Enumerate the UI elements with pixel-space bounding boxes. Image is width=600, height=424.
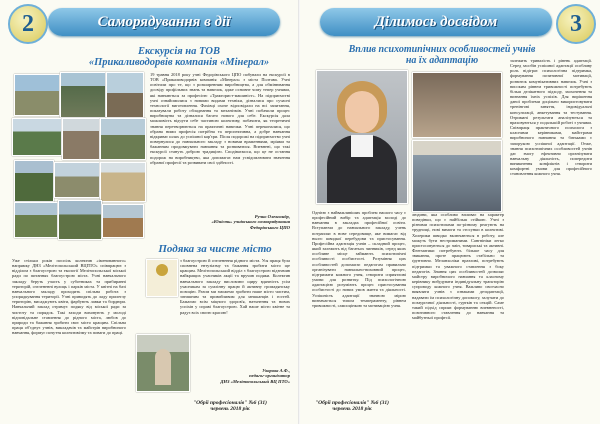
signature-role: педагог-організатор <box>249 373 290 379</box>
article-heading <box>70 46 288 68</box>
article2-body-column1: Уже стільки років поспіль колектив «іменованного» напрямку ДНЗ «Мелітопольський ВЦПТО» співпрацює з відділом з благоустрою та екології Мелітопольської міської ради по питаннях благоустрою міста. Учні навчального закладу беруть участь у суботниках та прибиранні територій, озелененні вулиць і парків міста. У квітні на базі навчального закладу проходить спільна робота з упорядкування території. Учні приводять до ладу прилеглу територію, висаджують квіти, фарбують лавки та бордюри. Навчальний заклад отримує подяку від міської ради за чистоту та порядок. Такі заходи виховують у молоді відповідальне ставлення до рідного міста, любов до природи та бажання зробити своє місто кращим. Спільна праця об'єднує учнів, викладачів та майстрів виробничого навчання, формує почуття колективізму та поваги до праці. <box>12 258 126 336</box>
signature-name: Ручко Олександр, <box>254 214 290 219</box>
portrait-face <box>345 91 379 133</box>
signature-name: Уварова А.Ф., <box>262 368 290 373</box>
photo <box>12 118 62 156</box>
photo <box>100 162 146 202</box>
signature-organization: ДНЗ «Мелітопольський ВЦ ПТО» <box>220 378 290 384</box>
article2-body-column2: з благоустрою й озеленення рідного міста. Уся праця була сповнена ентузіазму та бажання зробити місто ще кращим. Мелітопольський відділ з благоустрою відзначив найкращих учасників акції та вручив подяки. Колектив навчального закладу висловлює щиру вдячність усім учасникам за сумлінну працю й активну громадянську позицію. Разом ми зможемо зробити наше місто чистим, затишним та привабливим для мешканців і гостей. Бажаємо всім міцного здоров'я, натхнення та нових успіхів у справі благоустрою. Хай наше місто квітне та радує всіх своєю красою! <box>180 258 290 315</box>
article-heading-line1: Екскурсія на ТОВ <box>138 46 220 57</box>
article-heading-line2: на їх адаптацію <box>405 55 479 66</box>
award-photo <box>136 334 190 392</box>
section-title: Ділимось досвідом <box>374 13 498 30</box>
article-body-text: 19 травня 2018 року учні Федорівського ЦПО побували на екскурсії в ТОВ «Прикаливодорвів компанія «Мінерал» з міста Полтава. Учні освітили про те, що з розширенням виробництва, а для обмінювання досвіду профільних знань та навичок, адже основне чому тепер учнями, які навчаються за професією «Тракторист-машиніст». На підприємстві учні ознайомилися з новими видами техніки, дізналися про сучасні технології виготовлення. Фахівці охоче відповідали на всі запитання, показували роботу обладнання та механізмів. Учні побачили процес виробництва та дізналися багато нового для себе. Екскурсія дала можливість відчути себе частиною колективу, побачити, як теоретичні знання перетворюються на практичні навички. Учні переконалися, що обрана ними професія потрібна та перспективна, а добре навчання відкриває шлях до успішної кар'єри. Після подорожі на підприємство учні повернулися до навчального закладу з новими враженнями, мріями та бажанням продовжувати навчання та розвиватися. Впевнені, що такі екскурсії стануть доброю традицією. Сподіваємося, що це не остання подорож на виробництво, яка допомагає нам усвідомлювати значення обраної професії та розвивати свої здібності. <box>150 72 290 165</box>
photo <box>100 118 146 160</box>
photo <box>106 72 144 118</box>
article-body-column2: людини, яка особливо впливає на характер поведінки, що є найбільш стійкою. Учні з різними психотипами по-різному реагують на труднощі, нові вимоги та стосунки в колективі. Холерики швидко включаються в роботу, але можуть бути нестриманими. Сангвініки легко пристосовуються до змін, товариські та активні. Флегматики потребують більше часу для звикання, проте працюють стабільно та ґрунтовно. Меланхоліки вразливі, потребують підтримки та уважного ставлення з боку педагогів. Знання цих особливостей дозволяє майстру виробничого навчання та класному керівнику вибудувати індивідуальну траєкторію супроводу кожного учня. Важливо своєчасно виявляти учнів з ознаками дезадаптації, надавати їм психологічну допомогу, залучати до позаурочної діяльності, гуртків та секцій. Саме такий підхід сприяє формуванню впевненості, позитивного ставлення до навчання та майбутньої професії. <box>412 212 504 321</box>
section-banner <box>320 8 552 36</box>
page-number: 2 <box>22 10 34 37</box>
certificate-emblem <box>156 264 168 276</box>
author-portrait-photo <box>316 70 408 204</box>
article2-signature <box>194 368 290 384</box>
article-body-column1: Однією з найважливіших проблем нашого часу є професійний вибір та адаптація молоді до навчання в закладах професійної освіти. Вступаючи до навчального закладу, учень потрапляє в нове середовище, яке вимагає від нього швидкої перебудови та пристосування. Професійна адаптація учнів – складний процес, який залежить від багатьох чинників, серед яких особливе місце займають психотипічні особливості особистості. Розуміння цих особливостей допомагає педагогам правильно організувати навчально-виховний процес, підтримати кожного учня, створити сприятливі умови для розвитку. Під психологічною адаптацією розуміють процес пристосування особистості до нових умов життя та діяльності. Успішність адаптації значною мірою визначається типом темпераменту, рівнем тривожності, самооцінкою та мотивацією учня. <box>312 210 406 308</box>
photo <box>58 200 102 240</box>
page-number-badge <box>556 4 596 44</box>
certificate-photo <box>146 259 178 297</box>
photo <box>14 202 58 238</box>
classroom-photo <box>412 140 502 212</box>
portrait-collar <box>351 135 373 157</box>
article-body-column3: залежить тривалість і рівень адаптації. Серед засобів успішної адаптації особливу роль відіграє психологічна підтримка, формування позитивної мотивації, розвиток комунікативних навичок. Учні з високим рівнем тривожності потребують більш делікатного підходу, заохочення та визнання їхніх успіхів. Для вирішення даної проблеми доцільно використовувати тренінгові заняття, індивідуальні консультації, анкетування та тестування. Отримані результати аналізуються та враховуються у подальшій роботі з учнями. Співпраця практичного психолога з класними керівниками, майстрами виробничого навчання та батьками є запорукою успішної адаптації. Отже, знання психотипічних особливостей учнів дає змогу ефективно організувати навчальну діяльність, попередити виникнення конфліктів і створити комфортні умови для професійного становлення кожного учня. <box>510 58 592 177</box>
right-page <box>300 0 600 424</box>
section-banner <box>48 8 280 36</box>
photo <box>14 74 60 116</box>
article-heading-line2: «Прикаливодорвів компанія «Мінерал» <box>88 57 270 68</box>
article-signature <box>150 214 290 230</box>
page-footer: "Обрії професіоналів" №6 (31) червень 2018 рік <box>315 400 389 412</box>
signature-organization: Федорівського ЦПО <box>249 224 290 230</box>
page-number-badge <box>8 4 48 44</box>
photo <box>14 160 54 202</box>
section-title: Саморядування в дії <box>97 13 231 30</box>
photo <box>60 72 106 118</box>
photo <box>62 118 100 160</box>
photo <box>102 204 144 238</box>
photo <box>54 162 100 198</box>
classroom-photo <box>412 72 502 138</box>
article-heading-line1: Вплив психотипічних особливостей учнів <box>348 44 536 55</box>
article2-heading: Подяка за чисте місто <box>158 243 272 255</box>
page-number: 3 <box>570 10 582 37</box>
person-figure <box>155 349 171 385</box>
page-footer: "Обрії професіоналів" №6 (31) червень 2018 рік <box>193 400 267 412</box>
signature-role: «Юність» учнівського самоврядування <box>211 219 290 225</box>
